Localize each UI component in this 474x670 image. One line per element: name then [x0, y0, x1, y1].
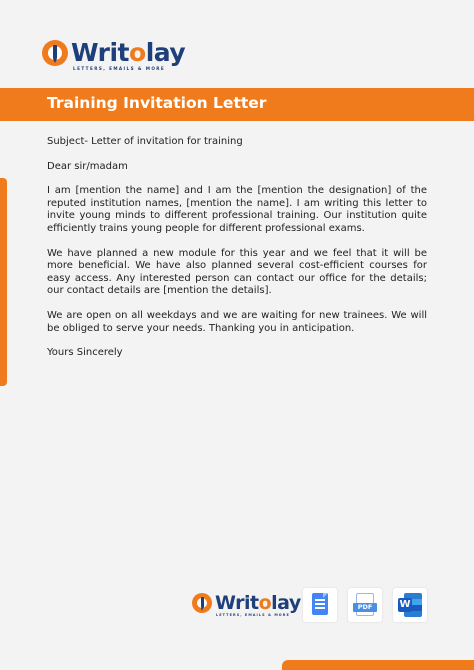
footer-pen-logo-icon [192, 593, 212, 613]
footer-writolay-logo[interactable] [192, 593, 301, 621]
paragraph-2: We have planned a new module for this year and we feel that it will be more beneficial. We have also planned several cost-efficient courses for easy access. Any interested person can contact our office for the details; our contact details are [mention the details]. [47, 247, 427, 297]
paragraph-1: I am [mention the name] and I am the [mention the designation] of the reputed institution names, [mention the name]. I am writing this letter to invite young minds to different professional training. Our institution quite efficiently trains young people for different professional exams. [47, 185, 427, 234]
paragraph-3: We are open on all weekdays and we are waiting for new trainees. We will be obliged to serve your needs. Thanking you in anticipation. [47, 309, 427, 334]
salutation: Dear sir/madam [47, 160, 128, 172]
footer-logo-tagline: LETTERS, EMAILS & MORE [216, 613, 290, 617]
document-title: Training Invitation Letter [47, 94, 267, 112]
letter-body [47, 136, 427, 360]
google-docs-icon[interactable] [303, 588, 337, 622]
subject-line: Subject- Letter of invitation for training [47, 136, 243, 147]
logo-tagline: LETTERS, EMAILS & MORE [73, 66, 166, 71]
title-band [0, 88, 474, 121]
logo-wordmark: Writolay [71, 38, 186, 67]
word-letter: W [399, 599, 411, 610]
pdf-label: PDF [353, 603, 377, 612]
side-accent-bar [0, 178, 7, 386]
bottom-accent-bar [282, 660, 474, 670]
pdf-icon[interactable] [348, 588, 382, 622]
word-icon[interactable] [393, 588, 427, 622]
writolay-logo[interactable] [42, 40, 185, 74]
footer-logo-wordmark: Writolay [215, 592, 301, 614]
closing-line: Yours Sincerely [47, 347, 123, 359]
pen-logo-icon [42, 40, 68, 66]
